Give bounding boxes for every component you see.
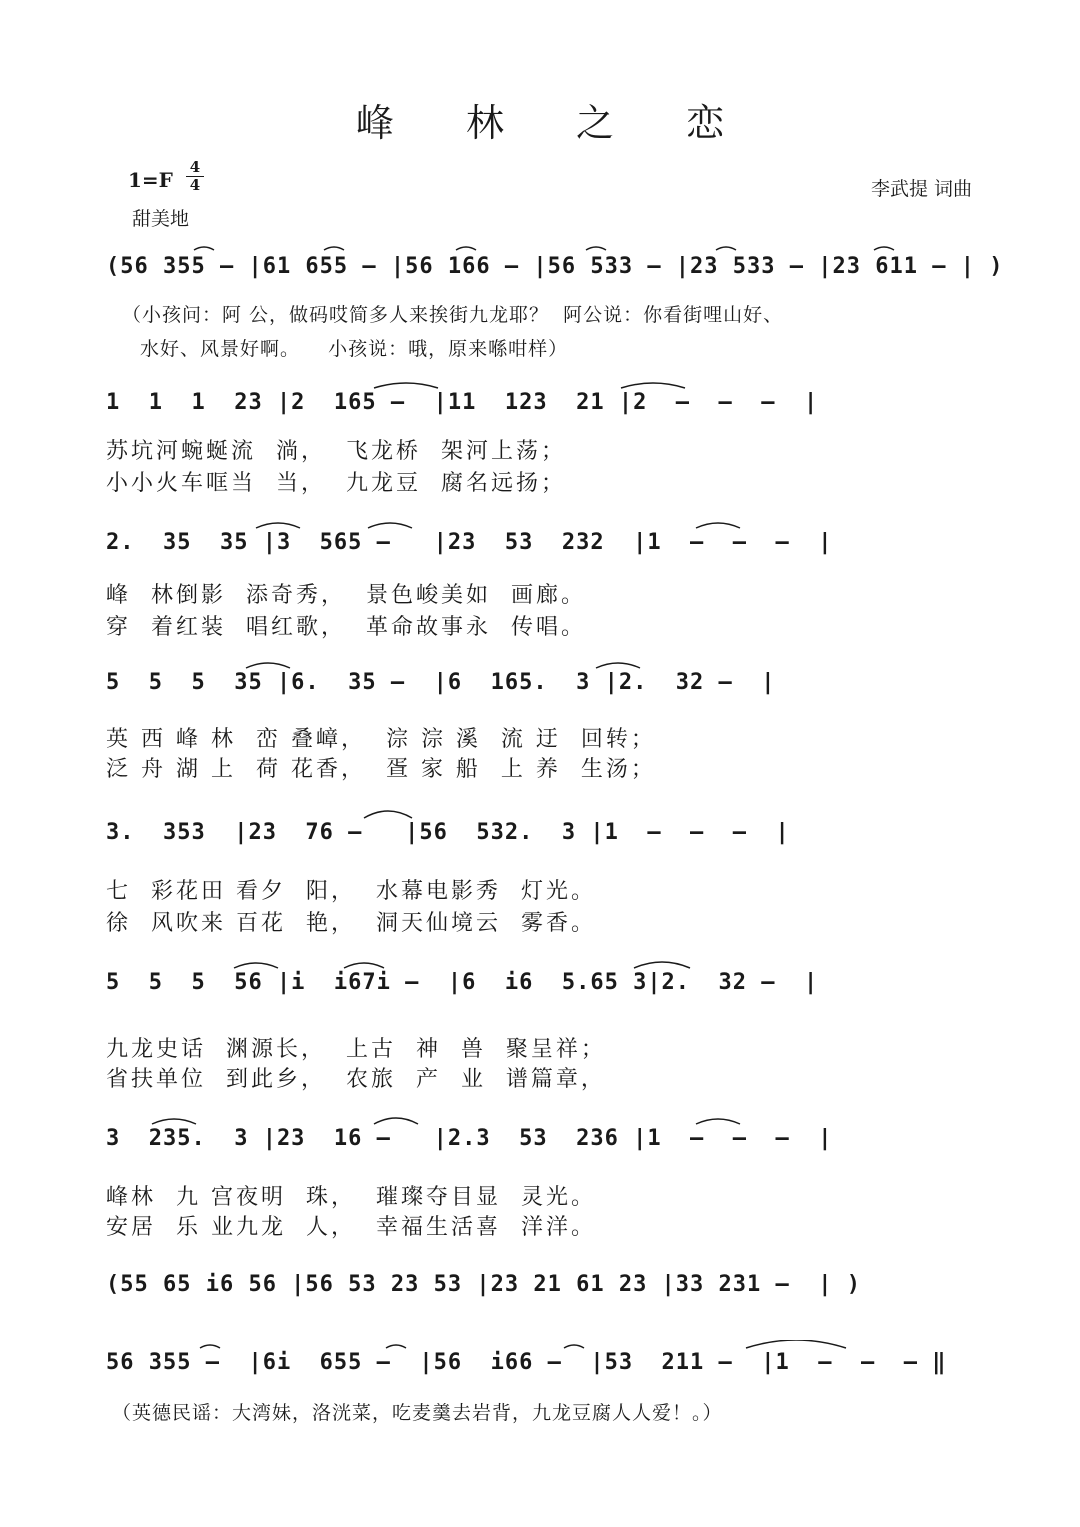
time-signature-top: 4 (189, 158, 201, 176)
notation-system-6 (106, 1116, 976, 1164)
time-signature (186, 160, 204, 193)
notation-system-3 (106, 660, 976, 708)
lyric-4-verse-1: 七 彩花田 看夕 阳， 水幕电影秀 灯光。 (106, 879, 596, 904)
lyric-5-verse-1: 九龙史话 渊源长， 上古 神 兽 聚呈祥； (106, 1037, 606, 1062)
lyric-5-verse-2: 省扶单位 到此乡， 农旅 产 业 谱篇章， (106, 1067, 606, 1092)
slur-marks (106, 520, 976, 568)
slur-marks (106, 960, 976, 1008)
lyric-1-verse-2: 小小火车哐当 当， 九龙豆 腐名远扬； (106, 471, 566, 496)
system-notes: 5 5 5 56 |i i67i – |6 i6 5.65 3|2. 32 – | (106, 970, 819, 995)
slur-marks (106, 660, 976, 708)
coda-notation (106, 1340, 976, 1388)
lyric-4-verse-2: 徐 风吹来 百花 艳， 洞天仙境云 雾香。 (106, 911, 596, 936)
time-signature-bottom: 4 (189, 176, 201, 194)
lyric-2-verse-2: 穿 着红装 唱红歌， 革命故事永 传唱。 (106, 615, 586, 640)
lyric-3-verse-2: 泛 舟 湖 上 荷 花香， 疍 家 船 上 养 生汤； (106, 757, 656, 782)
notation-system-2 (106, 520, 976, 568)
interlude-notes: (55 65 i6 56 |56 53 23 53 |23 21 61 23 |33 231 – | ) (106, 1272, 861, 1297)
coda-notes: 56 355 – |6i 655 – |56 i66 – |53 211 – |1 – – – ‖ (106, 1350, 947, 1375)
system-notes: 2. 35 35 |3 565 – |23 53 232 |1 – – – | (106, 530, 833, 555)
slur-marks (106, 810, 976, 858)
lyric-6-verse-2: 安居 乐 业九龙 人， 幸福生活喜 洋洋。 (106, 1215, 596, 1240)
key-signature: 1=F (128, 168, 173, 192)
lyric-2-verse-1: 峰 林倒影 添奇秀， 景色峻美如 画廊。 (106, 583, 586, 608)
song-title: 峰 林 之 恋 (355, 101, 755, 145)
dialog-line-1: （小孩问：阿 公，做码哎简多人来挨街九龙耶？ 阿公说：你看街哩山好、 (122, 304, 784, 326)
system-notes: 5 5 5 35 |6. 35 – |6 165. 3 |2. 32 – | (106, 670, 776, 695)
author-credit: 李武提 词曲 (870, 178, 972, 200)
system-notes: 3 235. 3 |23 16 – |2.3 53 236 |1 – – – | (106, 1126, 833, 1151)
intro-notes: (56 355 – |61 655 – |56 166 – |56 533 – |23 533 – |23 611 – | ) (106, 254, 1004, 279)
slur-marks (106, 1116, 976, 1164)
tempo-marking: 甜美地 (132, 208, 190, 230)
interlude-notation (106, 1262, 976, 1310)
dialog-line-2: 水好、风景好啊。 小孩说：哦，原来喺咁样） (140, 338, 569, 360)
notation-system-4 (106, 810, 976, 858)
slur-marks (106, 380, 976, 428)
notation-system-5 (106, 960, 976, 1008)
intro-notation (106, 244, 1004, 292)
system-notes: 3. 353 |23 76 – |56 532. 3 |1 – – – | (106, 820, 790, 845)
slur-marks (106, 244, 1004, 292)
notation-system-1 (106, 380, 976, 428)
slur-marks (106, 1340, 976, 1388)
lyric-3-verse-1: 英 西 峰 林 峦 叠嶂， 淙 淙 溪 流 迂 回转； (106, 727, 656, 752)
system-notes: 1 1 1 23 |2 165 – |11 123 21 |2 – – – | (106, 390, 819, 415)
lyric-1-verse-1: 苏坑河蜿蜒流 淌， 飞龙桥 架河上荡； (106, 439, 566, 464)
footnote-folk-rhyme: （英德民谣：大湾妹，洛洸菜，吃麦羹去岩背，九龙豆腐人人爱！。） (112, 1402, 723, 1424)
lyric-6-verse-1: 峰林 九 宫夜明 珠， 璀璨夺目显 灵光。 (106, 1185, 596, 1210)
